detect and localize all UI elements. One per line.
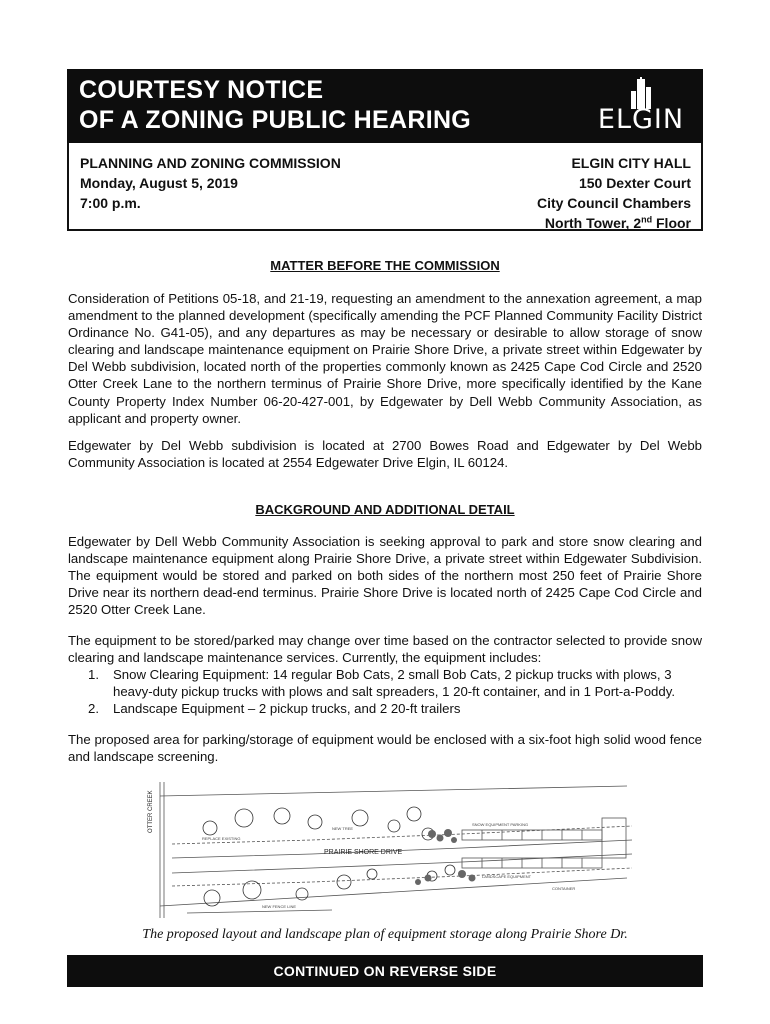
list-item xyxy=(68,700,708,717)
continued-footer: CONTINUED ON REVERSE SIDE xyxy=(67,955,703,987)
commission-name: PLANNING AND ZONING COMMISSION xyxy=(80,155,341,171)
site-plan-drawing xyxy=(132,778,642,926)
list-number: 1. xyxy=(88,667,99,682)
title-line-2: OF A ZONING PUBLIC HEARING xyxy=(79,106,472,134)
side-street-label: OTTER CREEK xyxy=(148,790,154,833)
background-paragraph-1: Edgewater by Dell Webb Community Association is seeking approval to park and store snow clearing and landscape maintenance equipment along Prairie Shore Drive, a private street within Edgewater Subdivision. The equipment would be stored and parked on both sides of the northern most 250 feet of Prairie Shore Drive near its northern dead-end terminus. Prairie Shore Drive is located north of 2425 Cape Cod Circle and 2520 Otter Creek Lane. xyxy=(68,534,702,618)
matter-heading: MATTER BEFORE THE COMMISSION xyxy=(270,258,500,273)
site-plan-figure xyxy=(132,778,642,926)
floor-text: North Tower, 2 xyxy=(544,215,642,231)
meeting-location xyxy=(537,153,691,233)
list-number: 2. xyxy=(88,701,99,717)
street-label: PRAIRIE SHORE DRIVE xyxy=(324,849,403,856)
location-building: ELGIN CITY HALL xyxy=(571,155,691,171)
svg-text:SNOW EQUIPMENT PARKING: SNOW EQUIPMENT PARKING xyxy=(472,822,529,827)
svg-text:CONTAINER: CONTAINER xyxy=(552,886,576,891)
location-room: City Council Chambers xyxy=(536,195,691,211)
elgin-logo xyxy=(589,77,693,137)
notice-header xyxy=(67,69,703,143)
background-paragraph-3: The proposed area for parking/storage of equipment would be enclosed with a six-foot high solid wood fence and landscape screening. xyxy=(68,732,702,765)
svg-text:NEW FENCE LINE: NEW FENCE LINE xyxy=(262,904,297,909)
title-line-1: COURTESY NOTICE xyxy=(79,76,324,104)
location-street: 150 Dexter Court xyxy=(578,175,691,191)
figure-caption: The proposed layout and landscape plan of equipment storage along Prairie Shore Dr. xyxy=(142,927,628,942)
svg-text:REPLACE EXISTING: REPLACE EXISTING xyxy=(202,836,241,841)
list-item xyxy=(68,666,708,700)
list-text: Snow Clearing Equipment: 14 regular Bob Cats, 2 small Bob Cats, 2 pickup trucks with plows, 3 heavy-duty pickup trucks with plows and salt spreaders, 1 20-ft container, and in 1 Port-a-Poddy. xyxy=(113,667,675,700)
meeting-info-box xyxy=(67,143,703,231)
background-paragraph-2: The equipment to be stored/parked may change over time based on the contractor selected to provide snow clearing and landscape maintenance services. Currently, the equipment includes: xyxy=(68,633,702,666)
svg-text:LANDSCAPE EQUIPMENT: LANDSCAPE EQUIPMENT xyxy=(482,874,532,879)
matter-paragraph-1: Consideration of Petitions 05-18, and 21-19, requesting an amendment to the annexation agreement, a map amendment to the planned development (specifically amending the PCF Planned Community Facility District Ordinance No. G41-05), and any departures as may be necessary or desirable to allow storage of snow clearing and landscape maintenance equipment on Prairie Shore Drive, a private street within Edgewater by Del Webb subdivision, located north of the properties commonly known as 2425 Cape Cod Circle and 2520 Otter Creek Lane to the northern terminus of Prairie Shore Drive, more specifically identified by the Kane County Property Index Number 06-20-427-001, by Edgewater by Dell Webb Community Association, as applicant and property owner. xyxy=(68,291,702,426)
list-text: Landscape Equipment – 2 pickup trucks, and 2 20-ft trailers xyxy=(113,701,461,717)
meeting-date: Monday, August 5, 2019 xyxy=(80,175,238,191)
meeting-time: 7:00 p.m. xyxy=(80,195,141,211)
location-floor xyxy=(537,213,691,233)
matter-paragraph-2: Edgewater by Del Webb subdivision is located at 2700 Bowes Road and Edgewater by Del Webb Community Association is located at 2554 Edgewater Drive Elgin, IL 60124. xyxy=(68,438,702,471)
floor-suffix: nd xyxy=(641,214,653,225)
floor-text-end: Floor xyxy=(652,215,691,231)
meeting-details xyxy=(80,153,341,213)
equipment-list xyxy=(68,666,708,717)
notice-title xyxy=(79,75,471,135)
logo-text: ELGIN xyxy=(597,104,685,135)
svg-text:NEW TREE: NEW TREE xyxy=(332,826,354,831)
background-heading: BACKGROUND AND ADDITIONAL DETAIL xyxy=(255,502,515,517)
